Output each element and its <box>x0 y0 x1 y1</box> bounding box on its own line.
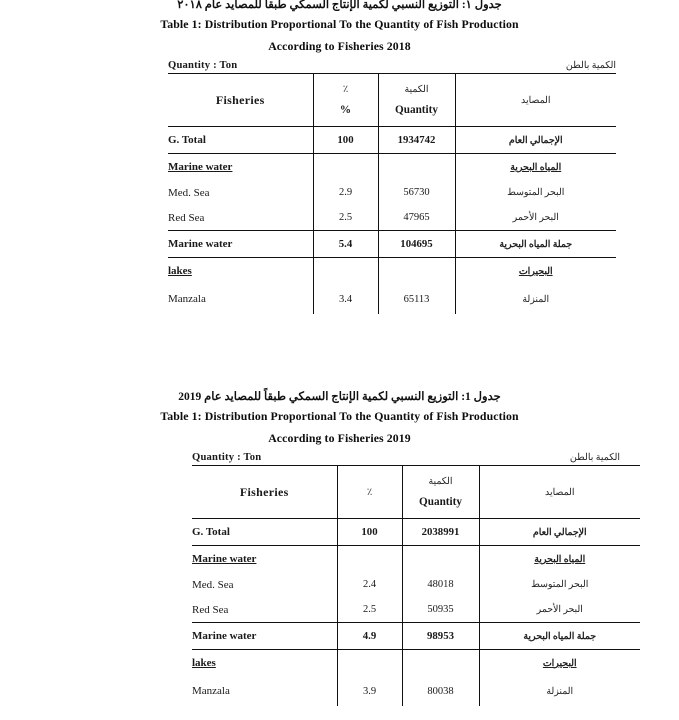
row-label: Med. Sea <box>192 572 337 597</box>
row-percent: 4.9 <box>337 623 402 650</box>
row-label: Manzala <box>192 676 337 706</box>
table-row <box>192 650 640 677</box>
row-quantity: 47965 <box>378 205 455 231</box>
table-row <box>168 231 616 258</box>
row-label-arabic: البحر المتوسط <box>531 580 589 591</box>
table-2-header-percent-symbol: ٪ <box>366 486 373 498</box>
row-quantity: 80038 <box>402 676 479 706</box>
table-row <box>168 127 616 154</box>
row-percent: 2.5 <box>313 205 378 231</box>
row-quantity: 2038991 <box>402 519 479 546</box>
row-label-arabic: البحيرات <box>542 658 577 669</box>
row-label: lakes <box>168 258 313 285</box>
row-label: lakes <box>192 650 337 677</box>
table-block-2019 <box>0 392 679 706</box>
row-quantity: 65113 <box>378 284 455 314</box>
table-1-wrapper <box>168 60 616 314</box>
table-1-header-fisheries-label: Fisheries <box>215 92 265 107</box>
row-label: Marine water <box>192 546 337 573</box>
table-2-unit-label-en: Quantity : Ton <box>192 452 262 464</box>
table-2-header-quantity-arabic: الكمية <box>428 477 453 488</box>
row-label: Marine water <box>168 154 313 181</box>
table-2-wrapper <box>192 452 620 706</box>
row-label-arabic: الإجمالي العام <box>455 127 616 154</box>
row-percent: 3.4 <box>313 284 378 314</box>
row-label-arabic: البحيرات <box>518 266 553 277</box>
row-percent: 2.4 <box>337 572 402 597</box>
table-1-header-fisheries-cell <box>168 74 313 127</box>
table-row <box>168 180 616 205</box>
table-row <box>192 546 640 573</box>
table-1-header-percent-symbol: ٪ <box>342 84 349 96</box>
table-2-title-english-line2: According to Fisheries 2019 <box>268 431 411 446</box>
row-percent <box>313 258 378 285</box>
table-1-header-quantity-cell <box>378 74 455 127</box>
row-percent: 2.9 <box>313 180 378 205</box>
table-2-header-percent-cell <box>337 466 402 519</box>
row-quantity: 48018 <box>402 572 479 597</box>
table-2-header-fisheries-cell <box>192 466 337 519</box>
table-2-header-quantity-label: Quantity <box>419 496 462 509</box>
row-quantity <box>402 546 479 573</box>
row-label-arabic: جملة المياه البحرية <box>479 623 640 650</box>
table-row <box>168 284 616 314</box>
row-label: Red Sea <box>192 597 337 623</box>
row-label: Red Sea <box>168 205 313 231</box>
row-quantity: 50935 <box>402 597 479 623</box>
table-1-unit-label-en: Quantity : Ton <box>168 60 238 72</box>
table-2-title-arabic: جدول 1: التوزيع النسبي لكمية الإنتاج السمكي طبقاً للمصايد عام 2019 <box>178 391 501 403</box>
table-2-header-row <box>192 466 640 519</box>
table-1-title-english-line2: According to Fisheries 2018 <box>268 39 411 54</box>
row-quantity: 98953 <box>402 623 479 650</box>
fish-production-table-2019 <box>192 465 640 706</box>
table-2-unit-line <box>192 452 620 465</box>
table-1-header-percent-label: % <box>339 104 352 117</box>
row-label-arabic: الإجمالي العام <box>479 519 640 546</box>
table-row <box>192 572 640 597</box>
table-row <box>192 597 640 623</box>
table-2-title-english-line1: Table 1: Distribution Proportional To the Quantity of Fish Production <box>160 408 519 423</box>
table-row <box>192 519 640 546</box>
table-2-header-fisheries-label: Fisheries <box>239 484 289 499</box>
row-percent: 2.5 <box>337 597 402 623</box>
table-2-titles <box>0 392 679 445</box>
row-label-arabic: البحر المتوسط <box>507 188 565 199</box>
table-1-titles <box>0 0 679 53</box>
row-label-arabic: المنزلة <box>522 294 550 305</box>
table-1-header-fisheries-arabic-cell <box>455 74 616 127</box>
row-label: G. Total <box>192 519 337 546</box>
table-1-unit-line <box>168 60 616 73</box>
table-2-unit-label-ar: الكمية بالطن <box>569 453 620 464</box>
row-percent: 3.9 <box>337 676 402 706</box>
table-1-title-arabic: جدول ١: التوزيع النسبي لكمية الإنتاج السمكي طبقاً للمصايد عام ٢٠١٨ <box>177 0 502 11</box>
table-row <box>192 623 640 650</box>
table-1-header-fisheries-arabic: المصايد <box>521 95 551 106</box>
table-block-2018 <box>0 0 679 314</box>
table-2-header-fisheries-arabic: المصايد <box>545 487 575 498</box>
row-label: Manzala <box>168 284 313 314</box>
table-1-title-english-line1: Table 1: Distribution Proportional To the Quantity of Fish Production <box>160 16 519 31</box>
row-quantity: 56730 <box>378 180 455 205</box>
row-label: G. Total <box>168 127 313 154</box>
row-percent <box>313 154 378 181</box>
row-label: Marine water <box>168 231 313 258</box>
table-1-unit-label-ar: الكمية بالطن <box>565 61 616 72</box>
row-percent <box>337 546 402 573</box>
row-label-arabic: المياه البحرية <box>534 554 586 565</box>
row-quantity <box>402 650 479 677</box>
row-label-arabic: البحر الأحمر <box>512 213 559 224</box>
row-quantity: 1934742 <box>378 127 455 154</box>
row-quantity: 104695 <box>378 231 455 258</box>
row-label-arabic: جملة المياه البحرية <box>455 231 616 258</box>
row-percent: 100 <box>337 519 402 546</box>
fish-production-table-2018 <box>168 73 616 314</box>
table-1-header-quantity-label: Quantity <box>395 104 438 117</box>
table-1-header-row <box>168 74 616 127</box>
row-percent: 100 <box>313 127 378 154</box>
table-row <box>168 154 616 181</box>
row-label: Marine water <box>192 623 337 650</box>
table-1-header-percent-cell <box>313 74 378 127</box>
row-label: Med. Sea <box>168 180 313 205</box>
table-2-header-fisheries-arabic-cell <box>479 466 640 519</box>
row-quantity <box>378 154 455 181</box>
table-row <box>192 676 640 706</box>
row-label-arabic: المنزلة <box>546 686 574 697</box>
row-label-arabic: البحر الأحمر <box>536 605 583 616</box>
table-row <box>168 205 616 231</box>
table-2-header-quantity-cell <box>402 466 479 519</box>
table-row <box>168 258 616 285</box>
table-1-header-quantity-arabic: الكمية <box>404 85 429 96</box>
row-percent <box>337 650 402 677</box>
row-label-arabic: المياه البحرية <box>510 162 562 173</box>
row-quantity <box>378 258 455 285</box>
row-percent: 5.4 <box>313 231 378 258</box>
